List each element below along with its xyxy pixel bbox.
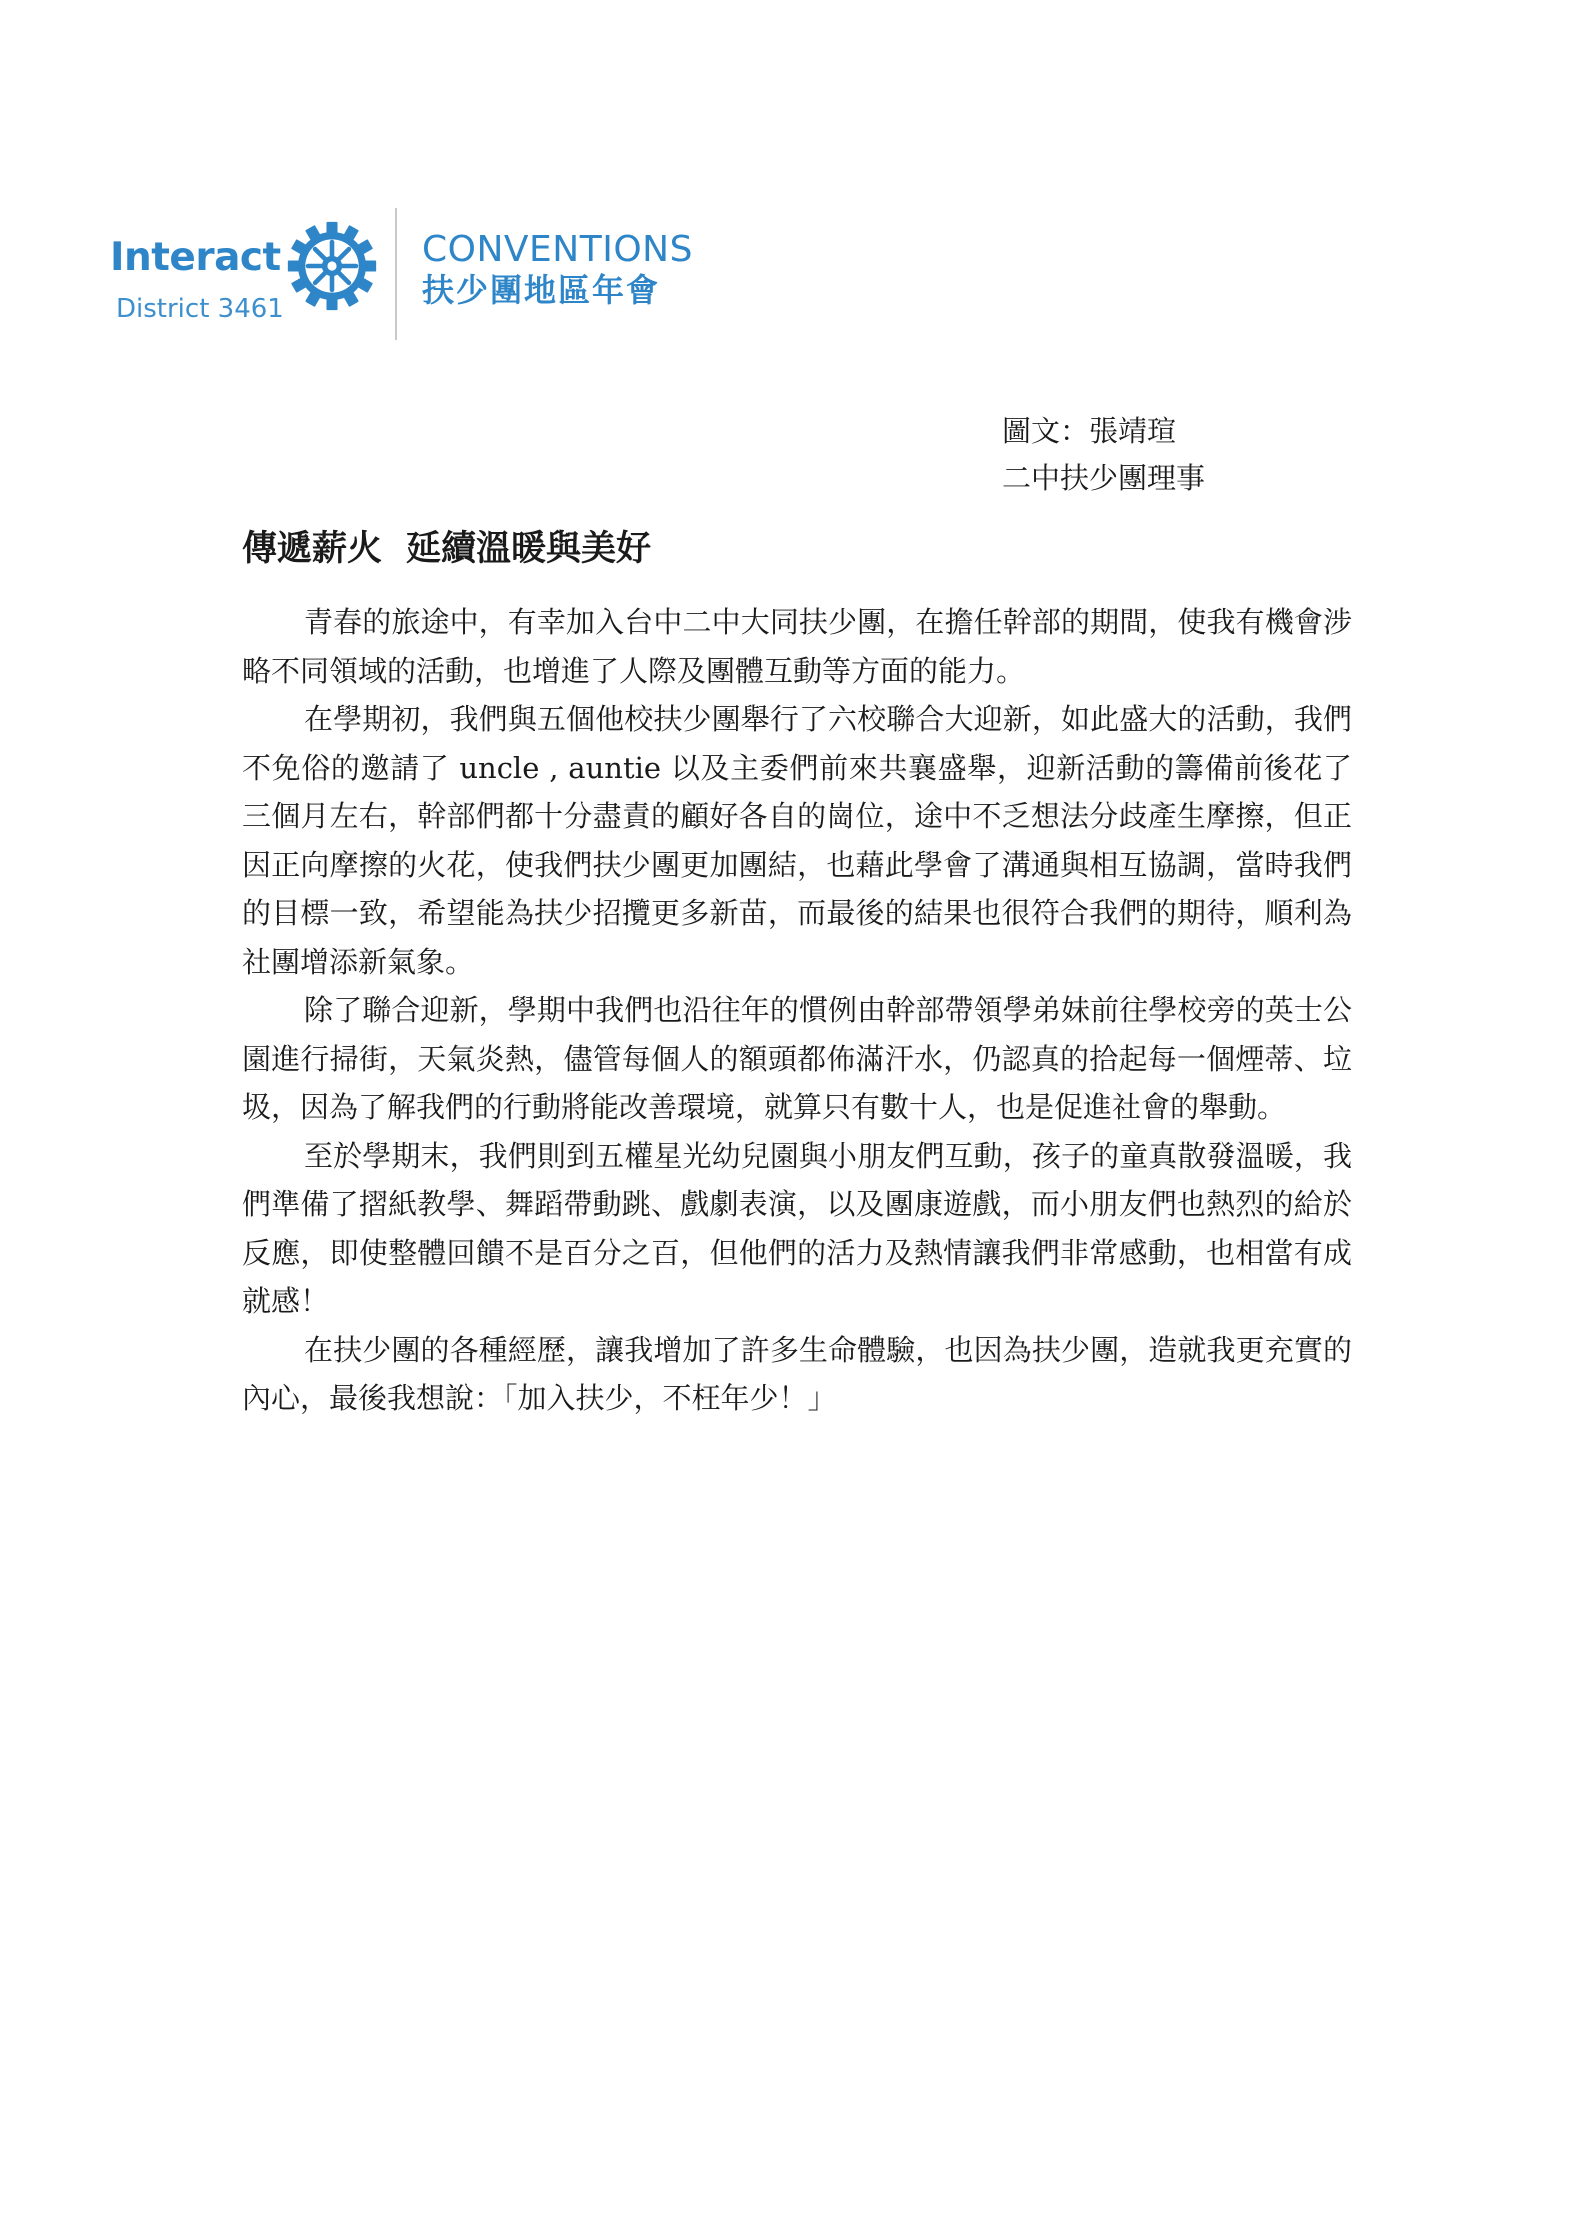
logo-district-text: District 3461 — [116, 294, 284, 324]
article-body — [242, 598, 1352, 1423]
logo-interact-text: Interact — [110, 235, 281, 280]
logo-divider — [395, 208, 397, 340]
rotary-wheel-icon — [286, 220, 378, 312]
logo-chinese-text: 扶少團地區年會 — [422, 271, 661, 309]
title-part-1: 傳遞薪火 — [242, 528, 383, 569]
byline — [1002, 408, 1205, 502]
article-title — [242, 528, 651, 570]
paragraph-1: 青春的旅途中，有幸加入台中二中大同扶少團，在擔任幹部的期間，使我有機會涉略不同領域的活動，也增進了人際及團體互動等方面的能力。 — [242, 605, 1352, 688]
byline-author: 圖文：張靖瑄 — [1002, 414, 1177, 448]
paragraph-2: 在學期初，我們與五個他校扶少團舉行了六校聯合大迎新，如此盛大的活動，我們不免俗的邀請了 uncle , auntie 以及主委們前來共襄盛舉，迎新活動的籌備前後花了三個月左右，幹部們都十分盡責的顧好各自的崗位，途中不乏想法分歧產生摩擦，但正因正向摩擦的火花，使我們扶少團更加團結，也藉此學會了溝通與相互協調，當時我們的目標一致，希望能為扶少招攬更多新苗，而最後的結果也很符合我們的期待，順利為社團增添新氣象。 — [242, 702, 1352, 979]
paragraph-4: 至於學期末，我們則到五權星光幼兒園與小朋友們互動，孩子的童真散發溫暖，我們準備了摺紙教學、舞蹈帶動跳、戲劇表演，以及團康遊戲，而小朋友們也熱烈的給於反應，即使整體回饋不是百分之百，但他們的活力及熱情讓我們非常感動，也相當有成就感！ — [242, 1138, 1352, 1318]
logo-conventions-text: CONVENTIONS — [422, 229, 693, 270]
byline-role: 二中扶少團理事 — [1002, 461, 1206, 495]
title-part-2: 延續溫暖與美好 — [406, 528, 652, 569]
paragraph-5: 在扶少團的各種經歷，讓我增加了許多生命體驗，也因為扶少團，造就我更充實的內心，最後我想說：「加入扶少，不枉年少！」 — [242, 1332, 1352, 1415]
interact-conventions-logo — [108, 208, 748, 340]
paragraph-3: 除了聯合迎新，學期中我們也沿往年的慣例由幹部帶領學弟妹前往學校旁的英士公園進行掃街，天氣炎熱，儘管每個人的額頭都佈滿汗水，仍認真的拾起每一個煙蒂、垃圾，因為了解我們的行動將能改善環境，就算只有數十人，也是促進社會的舉動。 — [242, 993, 1352, 1124]
